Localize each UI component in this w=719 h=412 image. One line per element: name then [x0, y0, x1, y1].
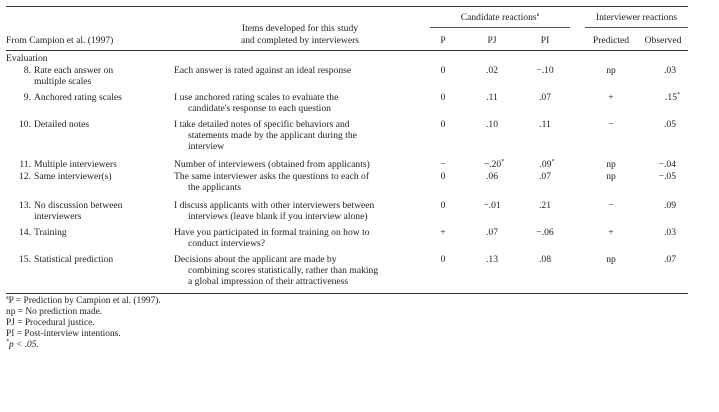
cell-pj: .13 — [486, 254, 498, 265]
row-item: interview — [188, 141, 225, 152]
row-item: a global impression of their attractiveness — [188, 276, 349, 287]
cell-pj: .11 — [486, 92, 498, 103]
table-bottom-rule — [6, 293, 688, 294]
cell-pi: −.06 — [536, 227, 554, 238]
row-from: Statistical prediction — [34, 254, 114, 265]
cell-observed: .15* — [665, 91, 680, 103]
group-header-candidate: Candidate reactions$^a$ — [460, 11, 540, 23]
row-item: Have you participated in formal training on how to — [174, 227, 370, 238]
row-number: 13. — [19, 200, 31, 211]
footnote-np: np = No prediction made. — [6, 307, 103, 317]
col-header-predicted: Predicted — [592, 35, 630, 46]
cell-pj: .07 — [486, 227, 498, 238]
row-number: 12. — [19, 171, 31, 182]
cell-observed: .03 — [664, 65, 676, 76]
col-header-from: From Campion et al. (1997) — [6, 35, 114, 46]
cell-predicted: + — [608, 227, 614, 238]
row-item: candidate's response to each question — [188, 103, 331, 114]
cell-pj: −.20* — [483, 158, 505, 170]
col-header-pi: PI — [540, 35, 550, 46]
row-item: Each answer is rated against an ideal response — [174, 65, 352, 76]
footnote-significance: *p < .05. — [6, 338, 39, 350]
cell-predicted: np — [606, 65, 616, 76]
col-header-observed: Observed — [644, 35, 682, 46]
cell-predicted: np — [606, 159, 616, 170]
cell-predicted: − — [608, 119, 614, 130]
cell-p: + — [440, 227, 446, 238]
row-item: conduct interviews? — [188, 238, 265, 249]
cell-p: − — [440, 159, 446, 170]
cell-predicted: + — [608, 92, 614, 103]
cell-pi: −.10 — [536, 65, 554, 76]
cell-p: 0 — [440, 171, 446, 182]
cell-pi: .07 — [539, 92, 551, 103]
row-number: 10. — [19, 119, 31, 130]
cell-pj: .02 — [486, 65, 498, 76]
cell-pj: .06 — [486, 171, 498, 182]
cell-observed: .05 — [664, 119, 676, 130]
header-bottom-rule — [6, 50, 688, 51]
group-rule-interviewer — [585, 27, 688, 28]
cell-observed: −.05 — [658, 171, 676, 182]
section-label: Evaluation — [6, 53, 48, 64]
row-item: Number of interviewers (obtained from applicants) — [174, 159, 370, 170]
cell-pj: .10 — [486, 119, 498, 130]
row-from: Anchored rating scales — [34, 92, 122, 103]
table-top-rule — [6, 6, 688, 7]
footnote-prediction: $^a$P = Prediction by Campion et al. (1997). — [6, 294, 161, 306]
cell-observed: −.04 — [658, 159, 676, 170]
cell-p: 0 — [440, 65, 446, 76]
footnote-pi: PI = Post-interview intentions. — [6, 329, 121, 339]
cell-p: 0 — [440, 200, 446, 211]
row-item: The same interviewer asks the questions to each of — [174, 171, 370, 182]
row-number: 14. — [19, 227, 31, 238]
group-header-interviewer: Interviewer reactions — [595, 12, 678, 23]
col-header-p: P — [440, 35, 446, 46]
cell-p: 0 — [440, 254, 446, 265]
row-from: Rate each answer on — [34, 65, 114, 76]
cell-predicted: − — [608, 200, 614, 211]
cell-pj: −.01 — [483, 200, 501, 211]
row-from: Same interviewer(s) — [34, 171, 112, 182]
cell-pi: .07 — [539, 171, 551, 182]
row-item: statements made by the applicant during the — [188, 130, 357, 141]
row-number: 15. — [19, 254, 31, 265]
row-from: Training — [34, 227, 67, 238]
group-rule-candidate — [430, 27, 570, 28]
row-item: the applicants — [188, 182, 242, 193]
footnote-pj: PJ = Procedural justice. — [6, 318, 95, 328]
row-item: I discuss applicants with other interviewers between — [174, 200, 375, 211]
row-item: interviews (leave blank if you interview alone) — [188, 211, 368, 222]
row-item: combining scores statistically, rather than making — [188, 265, 379, 276]
cell-predicted: np — [606, 254, 616, 265]
cell-p: 0 — [440, 92, 446, 103]
row-item: I use anchored rating scales to evaluate the — [174, 92, 339, 103]
row-from: Detailed notes — [34, 119, 90, 130]
row-number: 8. — [23, 65, 31, 76]
row-item: Decisions about the applicant are made by — [174, 254, 337, 265]
cell-pi: .11 — [539, 119, 551, 130]
cell-pi: .08 — [539, 254, 551, 265]
row-from: multiple scales — [34, 76, 92, 87]
row-number: 9. — [23, 92, 31, 103]
cell-observed: .03 — [664, 227, 676, 238]
cell-p: 0 — [440, 119, 446, 130]
cell-predicted: np — [606, 171, 616, 182]
col-header-items-line2: and completed by interviewers — [240, 35, 359, 46]
row-from: Multiple interviewers — [34, 159, 117, 170]
col-header-pj: PJ — [487, 35, 497, 46]
row-from: No discussion between — [34, 200, 123, 211]
row-item: I take detailed notes of specific behaviors and — [174, 119, 350, 130]
cell-pi: .21 — [539, 200, 551, 211]
cell-observed: .07 — [664, 254, 676, 265]
col-header-items-line1: Items developed for this study — [241, 23, 359, 34]
row-from: interviewers — [34, 211, 82, 222]
cell-pi: .09* — [539, 158, 555, 170]
cell-observed: .09 — [664, 200, 676, 211]
row-number: 11. — [19, 159, 31, 170]
